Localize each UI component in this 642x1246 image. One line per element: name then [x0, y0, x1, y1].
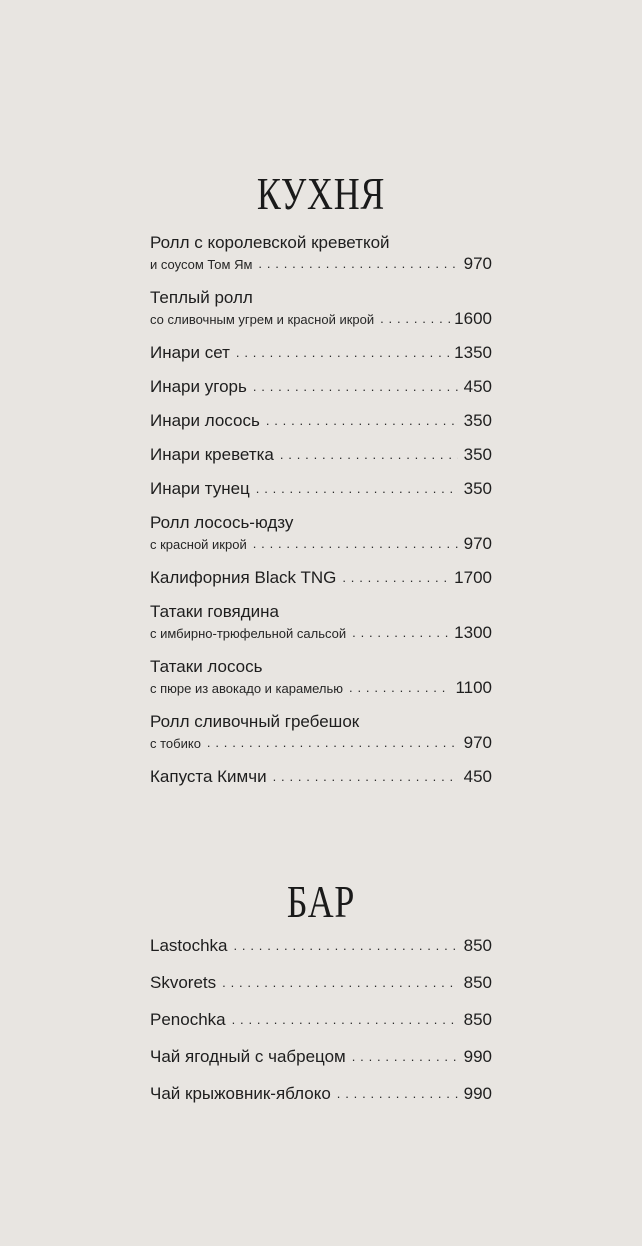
item-description: и соусом Том Ям	[150, 257, 253, 272]
dot-leader	[256, 481, 458, 496]
dot-leader	[258, 256, 458, 271]
item-name: Ролл сливочный гребешок	[150, 712, 360, 731]
item-name: Калифорния Black TNG	[150, 568, 337, 587]
item-price: 1600	[454, 309, 492, 328]
item-price: 850	[463, 1010, 492, 1029]
dot-leader	[253, 536, 458, 551]
dot-leader	[349, 680, 451, 695]
item-name: Инари креветка	[150, 445, 274, 464]
dot-leader	[234, 938, 459, 953]
item-price: 970	[463, 534, 492, 553]
menu-item	[150, 1046, 492, 1067]
dot-leader	[236, 345, 450, 360]
menu-item	[150, 656, 492, 697]
item-name: Татаки лосось	[150, 657, 263, 676]
item-name: Инари лосось	[150, 411, 260, 430]
dot-leader	[380, 311, 450, 326]
dot-leader	[253, 379, 458, 394]
dot-leader	[352, 1049, 458, 1064]
menu-item	[150, 478, 492, 499]
item-name: Татаки говядина	[150, 602, 279, 621]
kitchen-section-title: КУХНЯ	[256, 167, 386, 219]
dot-leader	[273, 769, 458, 784]
dot-leader	[222, 975, 458, 990]
dot-leader	[232, 1012, 458, 1027]
item-price: 1300	[454, 623, 492, 642]
item-name: Penochka	[150, 1010, 226, 1029]
item-price: 970	[463, 254, 492, 273]
menu-item	[150, 972, 492, 993]
dot-leader	[280, 447, 458, 462]
item-description: со сливочным угрем и красной икрой	[150, 312, 375, 327]
menu-item	[150, 567, 492, 588]
menu-item	[150, 232, 492, 273]
menu-item	[150, 601, 492, 642]
menu-item	[150, 444, 492, 465]
kitchen-list	[150, 232, 492, 800]
dot-leader	[342, 570, 450, 585]
item-name: Инари тунец	[150, 479, 250, 498]
dot-leader	[207, 735, 458, 750]
item-name: Ролл с королевской креветкой	[150, 233, 390, 252]
menu-item	[150, 376, 492, 397]
menu-item	[150, 410, 492, 431]
item-price: 850	[463, 973, 492, 992]
dot-leader	[266, 413, 458, 428]
item-name: Чай ягодный с чабрецом	[150, 1047, 346, 1066]
item-name: Lastochka	[150, 936, 228, 955]
item-name: Чай крыжовник-яблоко	[150, 1084, 331, 1103]
item-price: 1350	[454, 343, 492, 362]
item-name: Skvorets	[150, 973, 217, 992]
bar-list	[150, 935, 492, 1120]
menu-item	[150, 711, 492, 752]
item-price: 350	[463, 445, 492, 464]
item-name: Инари угорь	[150, 377, 247, 396]
menu-item	[150, 287, 492, 328]
item-description: с имбирно-трюфельной сальсой	[150, 626, 347, 641]
item-price: 990	[463, 1084, 492, 1103]
item-description: с красной икрой	[150, 537, 247, 552]
item-name: Ролл лосось-юдзу	[150, 513, 294, 532]
item-name: Инари сет	[150, 343, 230, 362]
item-name: Теплый ролл	[150, 288, 253, 307]
bar-section-title: БАР	[286, 875, 356, 927]
menu-item	[150, 1009, 492, 1030]
item-price: 990	[463, 1047, 492, 1066]
item-description: с пюре из авокадо и карамелью	[150, 681, 344, 696]
item-price: 1100	[455, 678, 492, 697]
item-description: с тобико	[150, 736, 201, 751]
item-price: 450	[463, 377, 492, 396]
item-price: 350	[463, 479, 492, 498]
dot-leader	[337, 1086, 458, 1101]
dot-leader	[352, 625, 450, 640]
item-price: 450	[463, 767, 492, 786]
item-price: 850	[463, 936, 492, 955]
item-price: 1700	[454, 568, 492, 587]
item-price: 350	[463, 411, 492, 430]
menu-item	[150, 512, 492, 553]
item-name: Капуста Кимчи	[150, 767, 267, 786]
menu-item	[150, 342, 492, 363]
item-price: 970	[463, 733, 492, 752]
menu-item	[150, 766, 492, 787]
menu-item	[150, 1083, 492, 1104]
menu-item	[150, 935, 492, 956]
